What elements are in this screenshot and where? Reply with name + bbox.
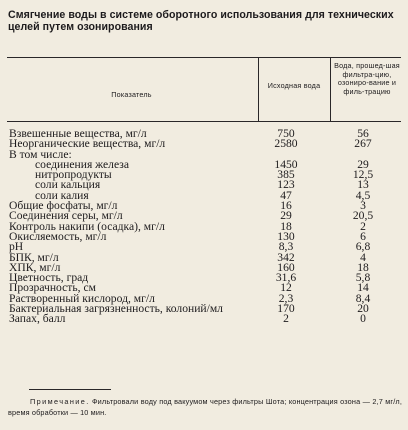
header-source: Исходная вода xyxy=(267,81,321,90)
footnote xyxy=(8,397,402,418)
footnote-text: Фильтровали воду под вакуумом через фильтры Шота; концентрация озона — 2,7 мг/л, время обработки — 10 мин. xyxy=(8,397,402,417)
row-name: Запах, балл xyxy=(9,312,66,326)
row-source-value: 47 xyxy=(280,188,292,202)
table-row xyxy=(0,242,408,252)
row-treated-value: 18 xyxy=(357,260,369,274)
row-name: ХПК, мг/л xyxy=(9,260,61,274)
row-name: pH xyxy=(9,240,24,254)
table-body xyxy=(0,129,408,325)
row-name: Растворенный кислород, мг/л xyxy=(9,291,155,305)
row-name: Цветность, град xyxy=(9,271,89,285)
row-source-value: 123 xyxy=(277,178,295,192)
row-treated-value: 5,8 xyxy=(355,271,371,285)
row-name: Соединения серы, мг/л xyxy=(9,209,123,223)
row-source-value: 170 xyxy=(277,302,295,316)
header-bottom-rule xyxy=(7,121,401,122)
row-treated-value: 4 xyxy=(360,250,366,264)
row-treated-value: 4,5 xyxy=(355,188,371,202)
row-name: Общие фосфаты, мг/л xyxy=(9,199,118,213)
row-source-value: 160 xyxy=(277,260,295,274)
footnote-label: Примечание. xyxy=(30,397,90,406)
column-divider xyxy=(330,57,331,121)
row-source-value: 8,3 xyxy=(278,240,294,254)
row-source-value: 342 xyxy=(277,250,295,264)
table-top-rule xyxy=(7,57,401,58)
row-treated-value: 14 xyxy=(357,281,369,295)
row-source-value: 16 xyxy=(280,199,292,213)
row-name: Неорганические вещества, мг/л xyxy=(9,137,166,151)
row-treated-value: 56 xyxy=(357,127,369,140)
row-name: Бактериальная загрязненность, колоний/мл xyxy=(9,302,223,316)
row-name: Взвешенные вещества, мг/л xyxy=(9,127,147,140)
row-treated-value: 8,4 xyxy=(355,291,371,305)
row-name: соли калия xyxy=(35,188,89,202)
footnote-rule xyxy=(29,389,111,390)
row-treated-value: 6,8 xyxy=(355,240,371,254)
row-name: Окисляемость, мг/л xyxy=(9,229,107,243)
row-treated-value: 2 xyxy=(360,219,366,233)
row-treated-value: 12,5 xyxy=(352,168,374,182)
row-treated-value: 6 xyxy=(360,229,366,243)
row-source-value: 130 xyxy=(277,229,295,243)
row-source-value: 31,6 xyxy=(275,271,297,285)
table-row xyxy=(0,250,408,264)
row-treated-value: 0 xyxy=(360,312,366,326)
row-name: соли кальция xyxy=(35,178,101,192)
header-indicator: Показатель xyxy=(111,90,152,99)
row-name: БПК, мг/л xyxy=(9,250,59,264)
row-source-value: 385 xyxy=(277,168,295,182)
row-treated-value: 29 xyxy=(357,157,369,171)
row-source-value: 2 xyxy=(283,312,289,326)
page-title: Смягчение воды в системе оборотного использования для технических целей путем озонирования xyxy=(8,9,394,33)
row-name: В том числе: xyxy=(9,147,72,161)
row-source-value: 29 xyxy=(280,209,292,223)
column-divider xyxy=(258,57,259,121)
row-source-value: 18 xyxy=(280,219,292,233)
row-source-value: 2,3 xyxy=(278,291,294,305)
row-name: Прозрачность, см xyxy=(9,281,96,295)
row-source-value: 2580 xyxy=(274,137,298,151)
row-name: соединения железа xyxy=(35,157,129,171)
row-name: Контроль накипи (осадка), мг/л xyxy=(9,219,165,233)
table-row xyxy=(0,314,408,324)
header-treated: Вода, прошед-шая фильтра-цию, озониро-вание и филь-трацию xyxy=(334,61,400,96)
row-treated-value: 3 xyxy=(360,199,366,213)
row-treated-value: 20 xyxy=(357,302,369,316)
table-row xyxy=(0,229,408,243)
row-source-value: 750 xyxy=(277,127,295,140)
row-treated-value: 13 xyxy=(357,178,369,192)
row-treated-value: 20,5 xyxy=(352,209,374,223)
row-name: нитропродукты xyxy=(35,168,112,182)
row-source-value: 1450 xyxy=(274,157,298,171)
row-source-value: 12 xyxy=(280,281,292,295)
row-treated-value: 267 xyxy=(354,137,372,151)
